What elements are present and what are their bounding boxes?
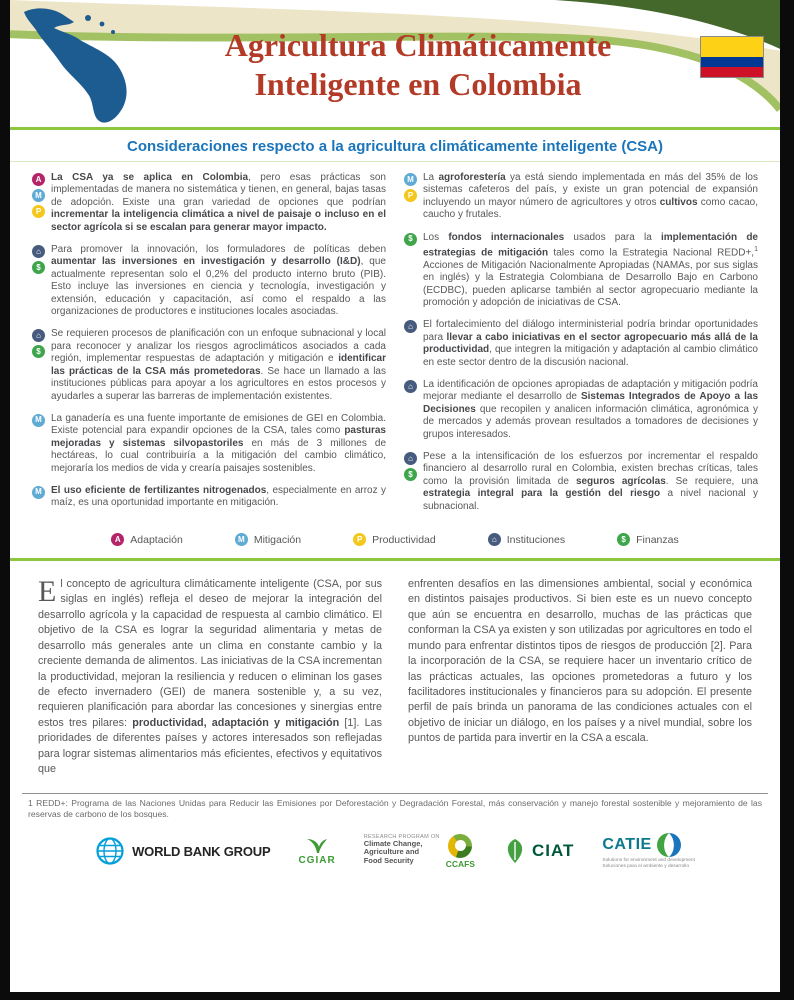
bullet-item: [404, 379, 758, 441]
text-segment: incrementar la inteligencia climática a nivel de paisaje o incluso en el sector agrícola si se escalan para generar mayor impacto.: [51, 209, 386, 233]
flag-stripe-yellow: [701, 37, 763, 57]
ccafs-name-line: Agriculture and: [363, 847, 420, 857]
bullet-text: [423, 379, 758, 441]
text-segment: , pero esas prácticas son implementadas de manera no sistemática y tienen, en general, bajas tasas de adopción. Existe una gran variedad de opciones que podrían: [51, 172, 386, 208]
text-segment: fondos internacionales: [448, 231, 565, 243]
footnote: 1 REDD+: Programa de las Naciones Unidas para Reducir las Emisiones por Deforestación y Degradación Forestal, más conservación y manejo forestal sostenible y mejoramiento de las reservas de carbono de los bosques.: [22, 793, 768, 820]
bullet-icon-stack: [404, 232, 418, 310]
title-line-2: Inteligente en Colombia: [254, 66, 582, 102]
text-segment: Para promover la innovación, los formuladores de políticas deben: [51, 244, 386, 256]
institutions-icon: ⌂: [488, 533, 501, 546]
legend-item-A: [111, 533, 183, 546]
bullet-text: [423, 319, 758, 369]
legend-item-M: [235, 533, 301, 546]
ciat-logo: [503, 838, 574, 864]
ccafs-name-line: Food Security: [363, 855, 414, 865]
text-segment: El uso eficiente de fertilizantes nitrogenados: [51, 484, 267, 496]
text-segment: La CSA ya se aplica en Colombia: [51, 172, 249, 183]
text-segment: La: [423, 172, 439, 183]
bullet-text: [423, 451, 758, 513]
legend-label: Adaptación: [130, 533, 183, 546]
cgiar-logo: [298, 836, 335, 866]
institutions-icon: ⌂: [404, 452, 417, 465]
text-segment: tales como la Estrategia Nacional REDD+,: [548, 247, 755, 259]
text-segment: implementación de estrategias de mitigación: [423, 231, 758, 259]
text-segment: cultivos: [659, 196, 698, 208]
bullet-text: [51, 413, 386, 475]
bullet-text: [423, 232, 758, 310]
text-segment: 1: [754, 246, 758, 254]
catie-tagline-2: Soluciones para el ambiente y desarrollo: [602, 864, 690, 870]
mitigation-icon: M: [32, 414, 45, 427]
flag-stripe-red: [701, 67, 763, 77]
bullet-column-right: [404, 172, 758, 523]
ccafs-circle-icon: [448, 834, 472, 858]
mitigation-icon: M: [32, 486, 45, 499]
cgiar-icon: [306, 836, 328, 854]
text-segment: , que actualmente representan solo el 0,2% del producto interno bruto (PIB). Esto incluye las inversiones en ciencia y tecnología, investigación y extensión, educación y capacitación, así como el respaldo a las organizaciones de productores e instituciones locales asociadas.: [51, 256, 386, 318]
text-segment: La ganadería es una fuente importante de emisiones de GEI en Colombia. Existe potencial para expandir opciones de la CSA, tales como: [51, 412, 386, 437]
bullet-icon-stack: [32, 485, 46, 510]
text-segment: El fortalecimiento del diálogo interministerial podría brindar oportunidades para: [423, 319, 758, 343]
worldbank-logo: [95, 836, 270, 866]
finance-icon: $: [617, 533, 630, 546]
productivity-icon: P: [32, 205, 45, 218]
ccafs-emblem: [446, 834, 475, 869]
bullet-icon-stack: [32, 413, 46, 475]
text-segment: , especialmente en arroz y maíz, es una oportunidad importante en mitigación.: [51, 484, 387, 509]
bullet-icon-stack: [404, 172, 418, 222]
institutions-icon: ⌂: [32, 245, 45, 258]
legend-item-P: [353, 533, 436, 546]
ciat-leaf-icon: [503, 838, 527, 864]
text-segment: que recopilen y analicen información climática, agronómica y de mercados y además provean resultados a tomadores de decisiones y grupos interesados.: [423, 403, 758, 440]
legend-item-I: [488, 533, 565, 546]
footer-logos: [10, 820, 780, 870]
ccafs-logo: [364, 834, 475, 869]
catie-logo: [602, 832, 695, 870]
institutions-icon: ⌂: [404, 320, 417, 333]
text-segment: identificar las prácticas de la CSA más prometedoras: [51, 353, 386, 377]
finance-icon: $: [404, 468, 417, 481]
ciat-label: CIAT: [531, 841, 575, 861]
bullet-item: [32, 244, 386, 318]
bullet-text: [51, 485, 386, 510]
bullet-item: [404, 319, 758, 369]
bullet-item: [32, 328, 386, 402]
ccafs-circle-hole: [455, 840, 466, 851]
text-segment: [1]. Las prioridades de diferentes países y actores interesados son reflejadas para lograr sistemas alimentarios más eficientes, efectivos y equitativos que: [38, 716, 382, 775]
catie-label: CATIE: [602, 836, 652, 854]
bullet-text: [51, 328, 386, 402]
text-segment: Pese a la intensificación de los esfuerzos por incrementar el respaldo financiero al desarrollo rural en Colombia, existen brechas críticas, tales como la provisión limitada de: [423, 451, 758, 487]
bullet-icon-stack: [32, 328, 46, 402]
text-segment: como cacao, caucho y frutales.: [423, 196, 758, 221]
title-line-1: Agricultura Climáticamente: [224, 27, 612, 63]
intro-column-right: [408, 577, 752, 777]
section-header: Consideraciones respecto a la agricultura climáticamente inteligente (CSA): [10, 130, 780, 162]
bullet-icon-stack: [32, 244, 46, 318]
ccafs-label: CCAFS: [445, 858, 475, 869]
ccafs-text: [364, 834, 440, 866]
drop-cap: E: [38, 575, 57, 609]
bullet-item: [404, 172, 758, 222]
legend-label: Productividad: [372, 533, 436, 546]
text-segment: aumentar las inversiones en investigación y desarrollo (I&D): [51, 256, 361, 268]
legend: [10, 523, 780, 561]
text-segment: usados para la: [564, 231, 661, 243]
text-segment: . Se hace un llamado a las instituciones públicas para apoyar a los agricultores en estos procesos y ayudarles a superar las barreras de implementación existentes.: [51, 365, 386, 402]
bullet-item: [404, 232, 758, 310]
document-page: [10, 0, 780, 992]
legend-label: Instituciones: [506, 533, 566, 546]
ccafs-name-line: Climate Change,: [363, 838, 423, 848]
page-header: [10, 0, 780, 130]
text-segment: productividad, adaptación y mitigación: [132, 716, 340, 729]
bullet-item: [32, 172, 386, 234]
catie-swoosh-icon: [656, 832, 682, 858]
legend-label: Finanzas: [636, 533, 679, 546]
productivity-icon: P: [353, 533, 366, 546]
bullet-text: [51, 172, 386, 234]
productivity-icon: P: [404, 189, 417, 202]
page-title: [160, 26, 676, 104]
worldbank-label: WORLD BANK GROUP: [132, 843, 271, 859]
finance-icon: $: [404, 233, 417, 246]
bullet-text: [423, 172, 758, 222]
text-segment: llevar a cabo iniciativas en el sector agropecuario más allá de la productividad: [423, 331, 758, 356]
institutions-icon: ⌂: [32, 329, 45, 342]
mitigation-icon: M: [32, 189, 45, 202]
bullet-text: [51, 244, 386, 318]
ccafs-program-label: RESEARCH PROGRAM ON: [363, 833, 440, 840]
adaptation-icon: A: [111, 533, 124, 546]
text-segment: Sistemas Integrados de Apoyo a las Decisiones: [423, 391, 759, 415]
bullet-item: [32, 413, 386, 475]
text-segment: La identificación de opciones apropiadas de adaptación y mitigación podría mejorar mediante el desarrollo de: [423, 379, 758, 403]
cgiar-label: CGIAR: [298, 855, 336, 867]
considerations-columns: [10, 162, 780, 523]
text-segment: en más de 3 millones de hectáreas, lo cual contribuiría a la mitigación del cambio climático, mejoraría los medios de vida y crearía paisajes sostenibles.: [51, 437, 387, 474]
text-segment: seguros agrícolas: [575, 475, 666, 487]
catie-top: [602, 832, 695, 858]
mitigation-icon: M: [235, 533, 248, 546]
legend-item-F: [617, 533, 679, 546]
text-segment: Acciones de Mitigación Nacionalmente Apropiadas (NAMAs, por sus siglas en inglés) y la Estrategia Colombiana de Desarrollo Bajo en Carbono (ECDBC), pueden aplicarse también al sector agropecuario mediante la promoción y adopción de iniciativas de CSA.: [423, 259, 758, 308]
bullet-icon-stack: [404, 319, 418, 369]
intro-columns: [10, 561, 780, 785]
bullet-icon-stack: [404, 451, 418, 513]
adaptation-icon: A: [32, 173, 45, 186]
text-segment: . Se requiere, una: [665, 475, 759, 487]
text-segment: , que integren la mitigación y adaptación al cambio climático en este sector dentro de la discusión nacional.: [423, 344, 758, 368]
bullet-column-left: [32, 172, 386, 523]
text-segment: a nivel nacional y subnacional.: [423, 488, 758, 512]
text-segment: l concepto de agricultura climáticamente inteligente (CSA, por sus siglas en inglés) refleja el deseo de mejorar la integración del desarrollo agrícola y la capacidad de respuesta al cambio climático. El objetivo de la CSA es lograr la seguridad alimentaria y metas de desarrollo más generales ante un clima en constante cambio y la creciente demanda de alimentos. Las iniciativas de la CSA incrementan la productividad, mejoran la resiliencia y reducen o eliminan los gases de efecto invernadero (GEI) de manera sostenible y, a su vez, requieren planificación para abordar las concesiones y sinergias entre estos tres pilares:: [38, 578, 382, 729]
bullet-icon-stack: [32, 172, 46, 234]
text-segment: pasturas mejoradas y sistemas silvopastoriles: [51, 425, 386, 449]
finance-icon: $: [32, 261, 45, 274]
colombia-flag: [700, 36, 764, 78]
catie-tagline-1: Solutions for environment and development: [602, 858, 695, 864]
latam-map-graphic: [18, 2, 178, 128]
text-segment: Los: [423, 231, 449, 243]
mitigation-icon: M: [404, 173, 417, 186]
bullet-item: [32, 485, 386, 510]
institutions-icon: ⌂: [404, 380, 417, 393]
worldbank-globe-icon: [95, 836, 125, 866]
text-segment: enfrenten desafíos en las dimensiones ambiental, social y económica en distintos paisajes productivos. Si bien este es un nuevo concepto que aún se encuentra en desarrollo, muchas de las prácticas que conforman la CSA ya existen y son utilizadas por agricultores en todo el mundo para enfrentar distintos tipos de riesgos de producción [2]. Para la incorporación de la CSA, se requiere hacer un inventario crítico de las prácticas actuales, las opciones prometedoras a futuro y los facilitadores institucionales y financieros para su adopción. El presente perfil de país brinda un panorama de las condiciones actuales con el objetivo de iniciar un diálogo, en los países y a nivel mundial, sobre los puntos de partida para invertir en la CSA a escala.: [408, 578, 752, 745]
bullet-item: [404, 451, 758, 513]
text-segment: estrategia integral para la gestión del riesgo: [423, 488, 661, 500]
finance-icon: $: [32, 345, 45, 358]
legend-label: Mitigación: [253, 533, 302, 546]
bullet-icon-stack: [404, 379, 418, 441]
text-segment: ya está siendo implementada en más del 35% de los sistemas cafeteros del país, y existe un gran potencial de expansión incluyendo un mayor número de agricultores y otros: [423, 172, 758, 208]
text-segment: agroforestería: [438, 172, 506, 183]
flag-stripe-blue: [701, 57, 763, 67]
intro-column-left: [38, 577, 382, 777]
text-segment: Se requieren procesos de planificación con un enfoque subnacional y local para reconocer y analizar los riesgos agroclimáticos asociados a cada región, implementar respuestas de adaptación y mitigación e: [51, 328, 386, 365]
